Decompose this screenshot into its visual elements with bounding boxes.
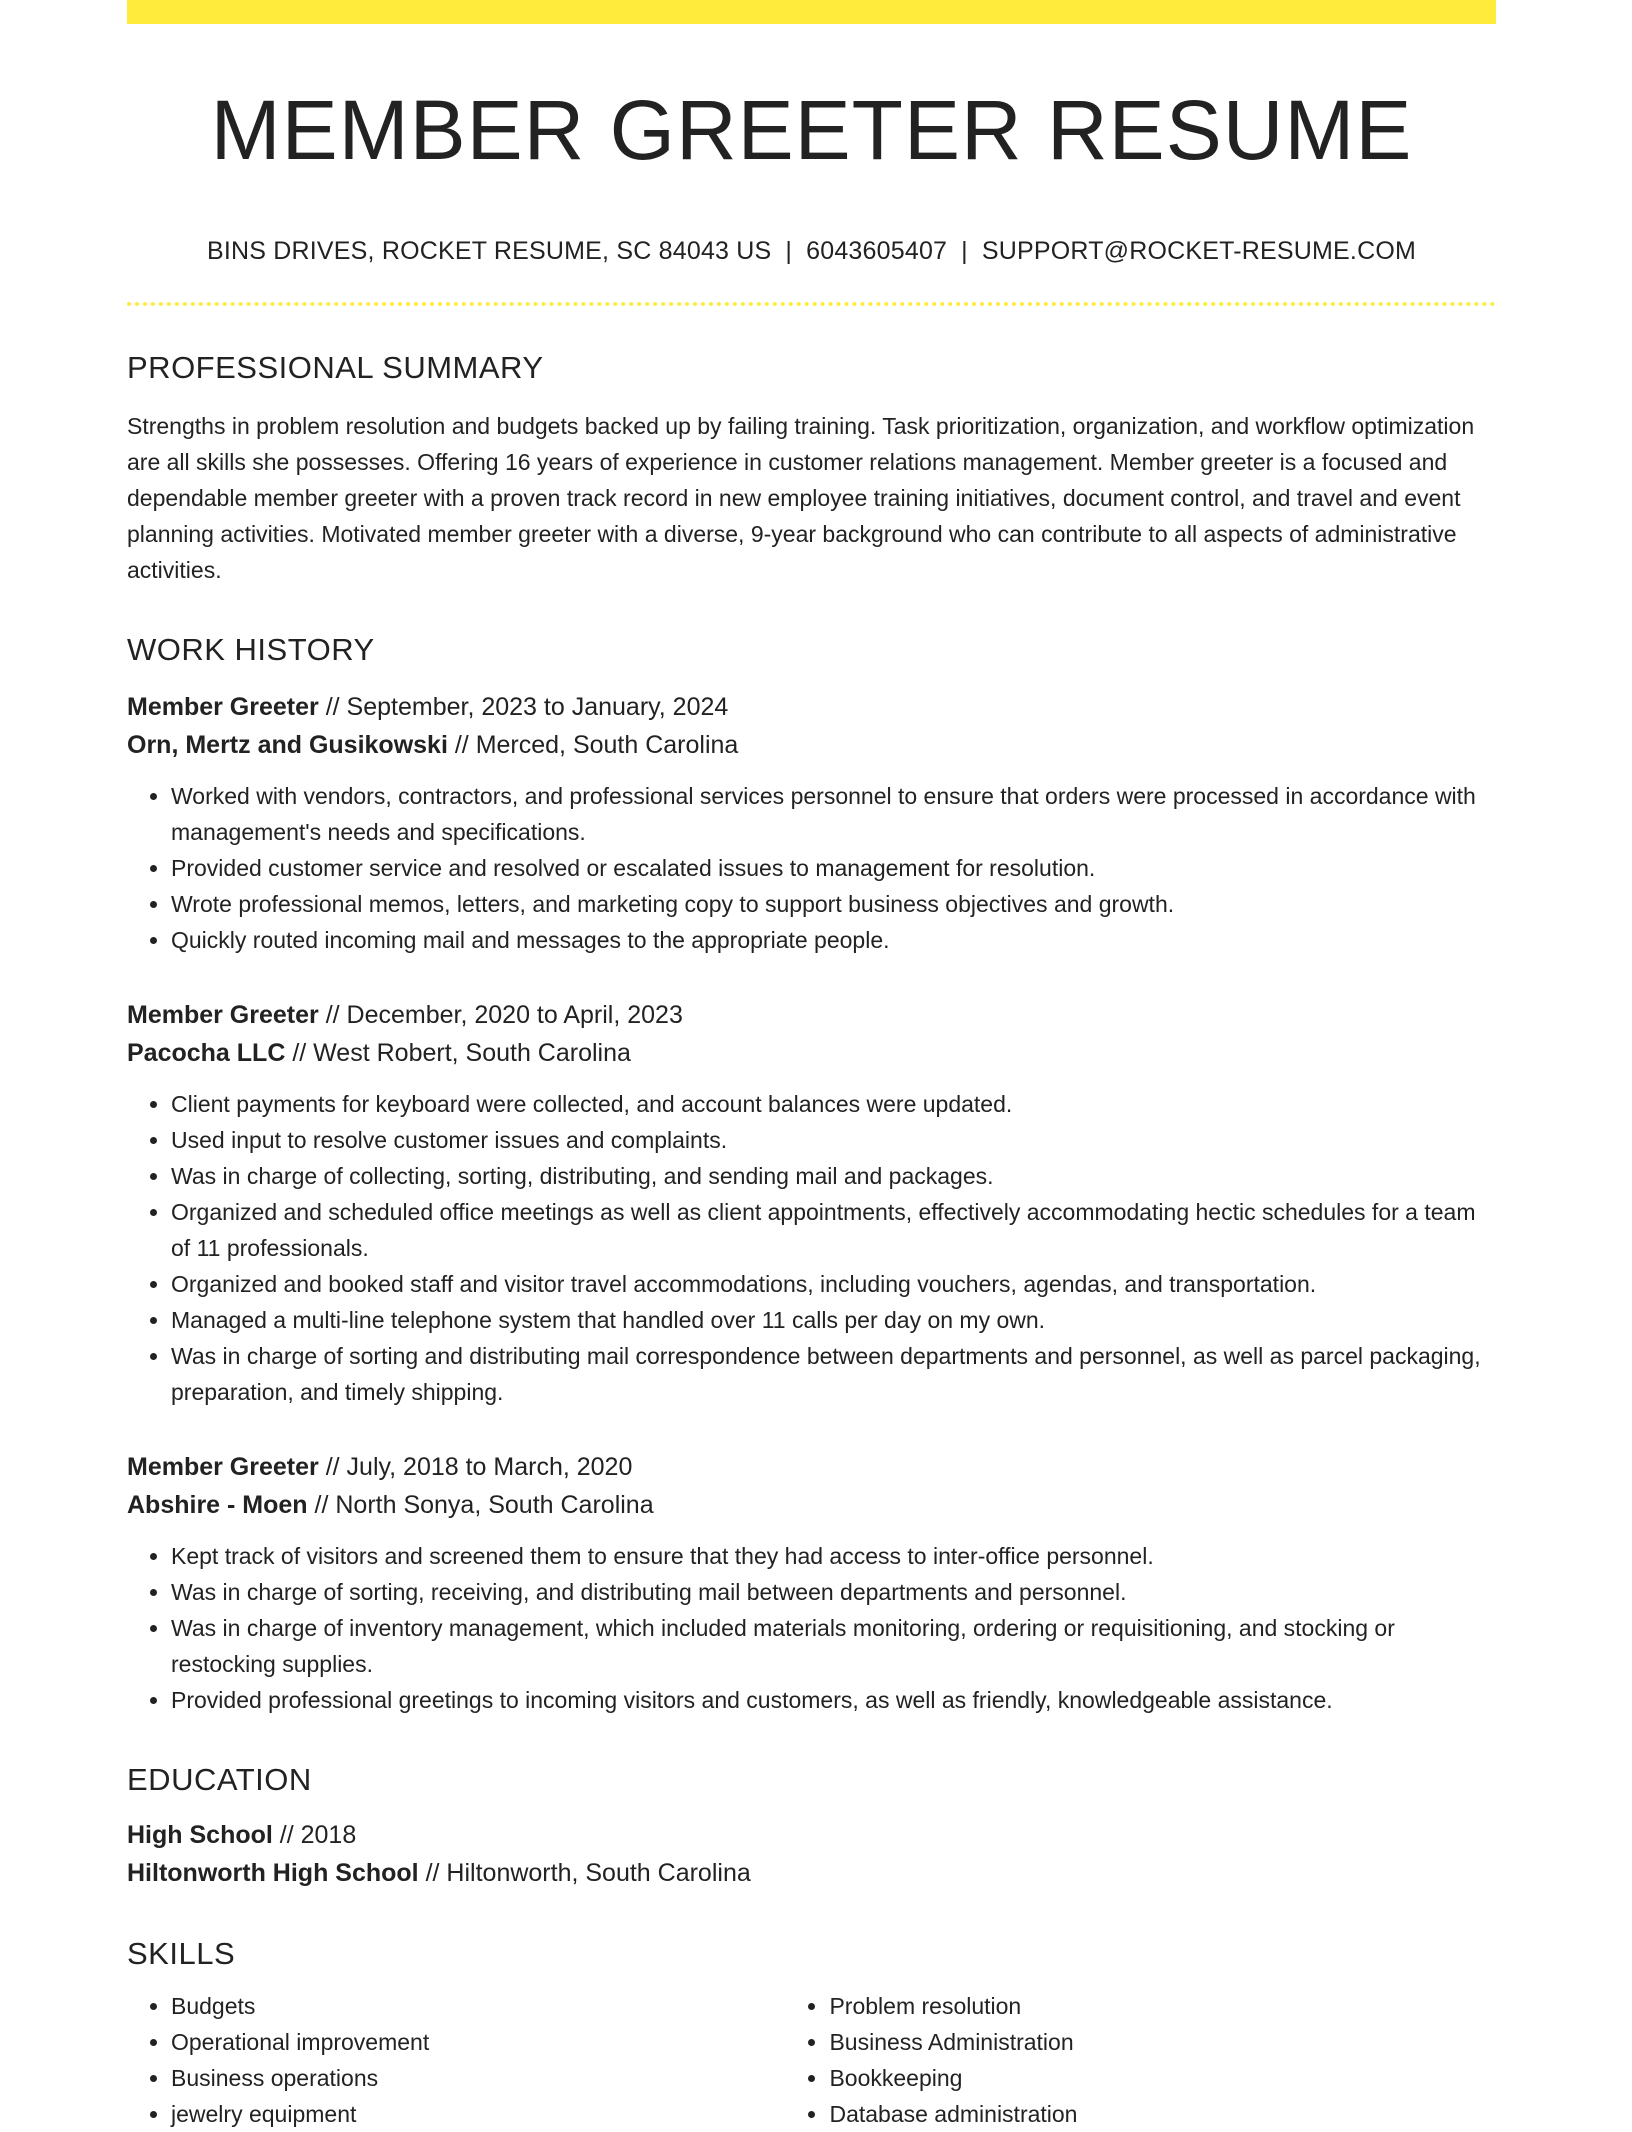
job-title-line: [127, 1448, 1496, 1486]
job-bullet: • Was in charge of sorting and distributing mail correspondence between departments and personnel, as well as parcel packaging, preparation, and timely shipping.: [171, 1338, 1496, 1410]
job-bullet: • Quickly routed incoming mail and messages to the appropriate people.: [171, 922, 1496, 958]
education-heading: EDUCATION: [127, 1761, 312, 1797]
job-bullet: • Provided customer service and resolved or escalated issues to management for resolution.: [171, 850, 1496, 886]
job-bullet: • Worked with vendors, contractors, and professional services personnel to ensure that orders were processed in accordance with management's needs and specifications.: [171, 778, 1496, 850]
skill-item: • Bookkeeping: [829, 2060, 1496, 2096]
skill-item: • Operational improvement: [171, 2024, 785, 2060]
job-company-line: [127, 1486, 1496, 1524]
skills-right-column: [785, 1988, 1496, 2132]
job-bullet: • Used input to resolve customer issues and complaints.: [171, 1122, 1496, 1158]
contact-separator: |: [961, 236, 968, 265]
job-bullet: • Was in charge of inventory management, which included materials monitoring, ordering or requisitioning, and stocking or restocking supplies.: [171, 1610, 1496, 1682]
skills-columns: [127, 1988, 1496, 2132]
job-dates: // September, 2023 to January, 2024: [325, 692, 729, 721]
education-school-line: [127, 1854, 1496, 1892]
job-title: Member Greeter: [127, 692, 319, 721]
top-accent-bar: [127, 0, 1496, 24]
contact-separator: |: [785, 236, 793, 265]
skill-item: • jewelry equipment: [171, 2096, 785, 2132]
skills-left-column: [127, 1988, 785, 2132]
job-dates: // July, 2018 to March, 2020: [325, 1452, 633, 1481]
skill-item: • Database administration: [829, 2096, 1496, 2132]
work-history-heading: WORK HISTORY: [127, 631, 375, 667]
job-bullets: [127, 1086, 1496, 1410]
job-location: // North Sonya, South Carolina: [314, 1490, 654, 1519]
skills-heading: SKILLS: [127, 1935, 236, 1971]
job-bullet: • Was in charge of sorting, receiving, and distributing mail between departments and personnel.: [171, 1574, 1496, 1610]
job-bullet: • Was in charge of collecting, sorting, distributing, and sending mail and packages.: [171, 1158, 1496, 1194]
job-entry: [127, 1448, 1496, 1718]
education-location: // Hiltonworth, South Carolina: [425, 1858, 751, 1887]
job-bullet: • Client payments for keyboard were collected, and account balances were updated.: [171, 1086, 1496, 1122]
job-bullet: • Organized and scheduled office meetings as well as client appointments, effectively accommodating hectic schedules for a team of 11 professionals.: [171, 1194, 1496, 1266]
job-location: // West Robert, South Carolina: [292, 1038, 631, 1067]
contact-line: [127, 237, 1496, 266]
job-entry: [127, 996, 1496, 1410]
skill-item: • Business operations: [171, 2060, 785, 2096]
job-dates: // December, 2020 to April, 2023: [325, 1000, 683, 1029]
education-degree-line: [127, 1816, 1496, 1854]
resume-page: [127, 0, 1496, 2132]
education-year: // 2018: [279, 1820, 357, 1849]
job-company: Pacocha LLC: [127, 1038, 286, 1067]
education-school: Hiltonworth High School: [127, 1858, 419, 1887]
job-company-line: [127, 1034, 1496, 1072]
dotted-divider: [127, 302, 1496, 306]
contact-phone: 6043605407: [806, 236, 948, 265]
resume-title: MEMBER GREETER RESUME: [210, 83, 1413, 177]
job-title: Member Greeter: [127, 1452, 319, 1481]
job-bullet: • Wrote professional memos, letters, and marketing copy to support business objectives and growth.: [171, 886, 1496, 922]
skill-item: • Business Administration: [829, 2024, 1496, 2060]
summary-text: Strengths in problem resolution and budgets backed up by failing training. Task prioritization, organization, and workflow optimization are all skills she possesses. Offering 16 years of experience in customer relations management. Member greeter is a focused and dependable member greeter with a proven track record in new employee training initiatives, document control, and travel and event planning activities. Motivated member greeter with a diverse, 9-year background who can contribute to all aspects of administrative activities.: [127, 412, 1475, 583]
job-title: Member Greeter: [127, 1000, 319, 1029]
job-company: Orn, Mertz and Gusikowski: [127, 730, 448, 759]
job-title-line: [127, 996, 1496, 1034]
job-bullets: [127, 1538, 1496, 1718]
job-title-line: [127, 688, 1496, 726]
job-bullet: • Organized and booked staff and visitor travel accommodations, including vouchers, agendas, and transportation.: [171, 1266, 1496, 1302]
job-bullet: • Managed a multi-line telephone system that handled over 11 calls per day on my own.: [171, 1302, 1496, 1338]
summary-heading: PROFESSIONAL SUMMARY: [127, 349, 544, 385]
job-entry: [127, 688, 1496, 958]
job-company-line: [127, 726, 1496, 764]
contact-address: BINS DRIVES, ROCKET RESUME, SC 84043 US: [206, 236, 772, 265]
job-bullet: • Kept track of visitors and screened them to ensure that they had access to inter-office personnel.: [171, 1538, 1496, 1574]
job-bullet: • Provided professional greetings to incoming visitors and customers, as well as friendly, knowledgeable assistance.: [171, 1682, 1496, 1718]
job-location: // Merced, South Carolina: [454, 730, 739, 759]
skill-item: • Budgets: [171, 1988, 785, 2024]
job-company: Abshire - Moen: [127, 1490, 308, 1519]
contact-email: SUPPORT@ROCKET-RESUME.COM: [981, 236, 1417, 265]
education-entry: [127, 1816, 1496, 1892]
education-degree: High School: [127, 1820, 273, 1849]
job-bullets: [127, 778, 1496, 958]
skill-item: • Problem resolution: [829, 1988, 1496, 2024]
